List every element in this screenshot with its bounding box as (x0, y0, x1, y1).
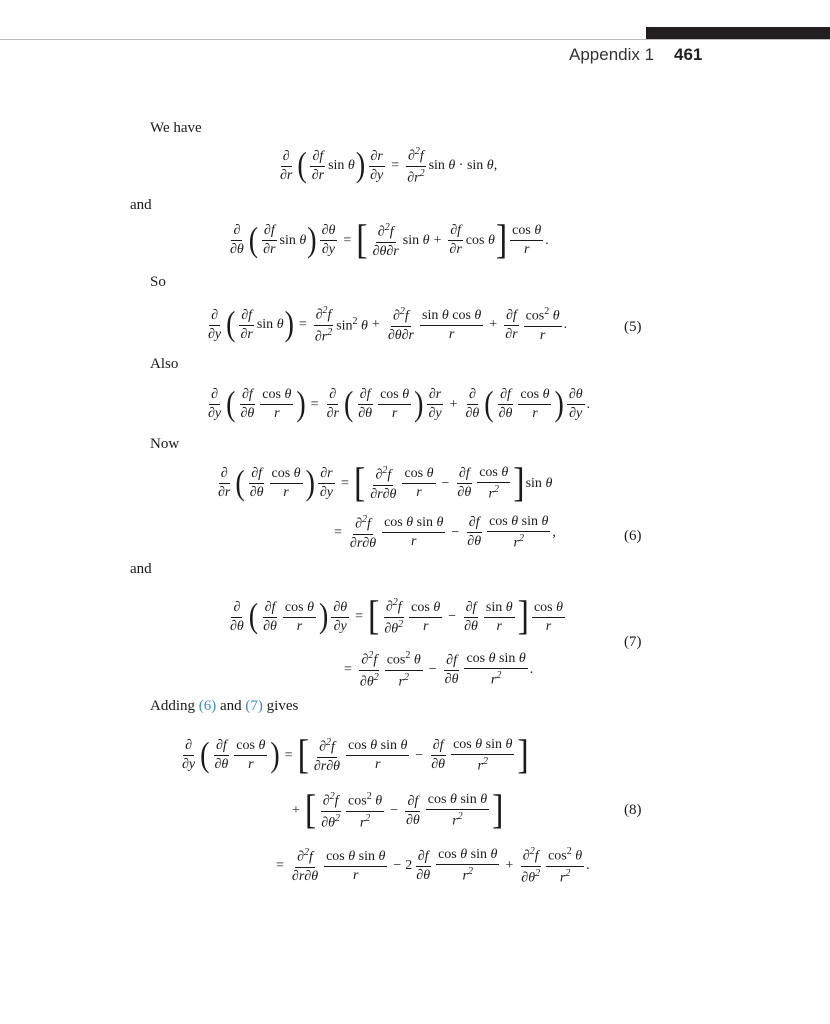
header-rule (0, 39, 830, 40)
link-eq6[interactable]: (6) (198, 698, 217, 714)
equation-7b: = $\frac{\partial^2f}{\partial\theta^2}$ $\cos^2 \theta$ $r^2$ − $\frac{\partial f}{\partial\theta}$ cos θ sin θ $r^2$ . (344, 650, 534, 690)
equation-1: ∂ ∂r ( ∂f ∂r sin θ ) $\frac{\partial r}{\partial y}$ = $\frac{\partial^2f}{\partial r^2}$ sin θ · sin θ, (280, 146, 498, 186)
equation-8b: + [ ∂$^2$f $\partial\theta^2$ $\cos^2 \theta$ $r^2$ − $\frac{\partial f}{\partial\theta}$ cos θ sin θ $r^2$ ] (292, 788, 504, 833)
equation-3: ∂ ∂y ( ∂f ∂θ cos θ r ) = ∂ ∂r ( ∂f ∂θ cos θ r ) ∂r ∂y + ∂ ∂θ ( ∂f ∂θ cos θ r ) ∂θ ∂y . (208, 384, 591, 424)
text-and-2: and (130, 561, 152, 577)
equation-number-8: (8) (624, 802, 642, 818)
running-header-title: Appendix 1 (569, 45, 655, 64)
text-so: So (150, 274, 166, 290)
page-number: 461 (674, 45, 703, 64)
text-and-1: and (130, 197, 152, 213)
text-also: Also (150, 356, 179, 372)
equation-number-5: (5) (624, 319, 642, 335)
equation-number-7: (7) (624, 634, 642, 650)
equation-7a: ∂ ∂θ ( ∂f ∂θ cos θ r ) $\frac{\partial\theta}{\partial y}$ = [ ∂$^2$f $\partial\theta^2$ cos θ r − $\frac{\partial f}{\partial\theta}$ sin θ r ] cos θ r (230, 594, 564, 639)
equation-8c: = $\frac{\partial^2f}{\partial r\partial\theta}$ cos θ sin θ r − 2 ∂f ∂θ cos θ sin θ $r^2$ + $\frac{\partial^2f}{\partial\theta^2}$ $\cos^2 \theta$ $r^2$ . (276, 846, 590, 886)
equation-8a: ∂ ∂y ( ∂f ∂θ cos θ r ) = [ ∂$^2$f ∂r∂θ cos θ sin θ r − $\frac{\partial f}{\partial\theta}$ cos θ sin θ $r^2$ ] (182, 733, 529, 778)
equation-6a: ∂ ∂r ( ∂f ∂θ cos θ r ) $\frac{\partial r}{\partial y}$ = [ ∂$^2$f ∂r∂θ cos θ r − $\frac{\partial f}{\partial\theta}$ cos θ $r^2$ ] sin θ (218, 461, 553, 506)
text-adding: Adding (6) and (7) gives (150, 698, 299, 714)
text-we-have: We have (150, 120, 202, 136)
link-eq7[interactable]: (7) (245, 698, 263, 714)
text-now: Now (150, 436, 180, 452)
equation-number-6: (6) (624, 528, 642, 544)
equation-2: ∂ ∂θ ( ∂f ∂r sin θ ) $\frac{\partial\theta}{\partial y}$ = [ ∂$^2$f ∂θ∂r sin θ + $\frac{\partial f}{\partial r}$ cos θ ] cos θ r . (230, 218, 549, 263)
equation-6b: = $\frac{\partial^2f}{\partial r\partial\theta}$ cos θ sin θ r − $\frac{\partial f}{\partial\theta}$ cos θ sin θ $r^2$ , (334, 514, 556, 551)
equation-5: ∂ ∂y ( ∂f ∂r sin θ ) = $\frac{\partial^2f}{\partial r^2}$ $\sin^2 \theta$ + $\frac{\partial^2f}{\partial\theta\partial r}$ sin θ cos θ r + $\frac{\partial f}{\partial r}$ $\cos^2 \theta$ r . (208, 305, 568, 345)
